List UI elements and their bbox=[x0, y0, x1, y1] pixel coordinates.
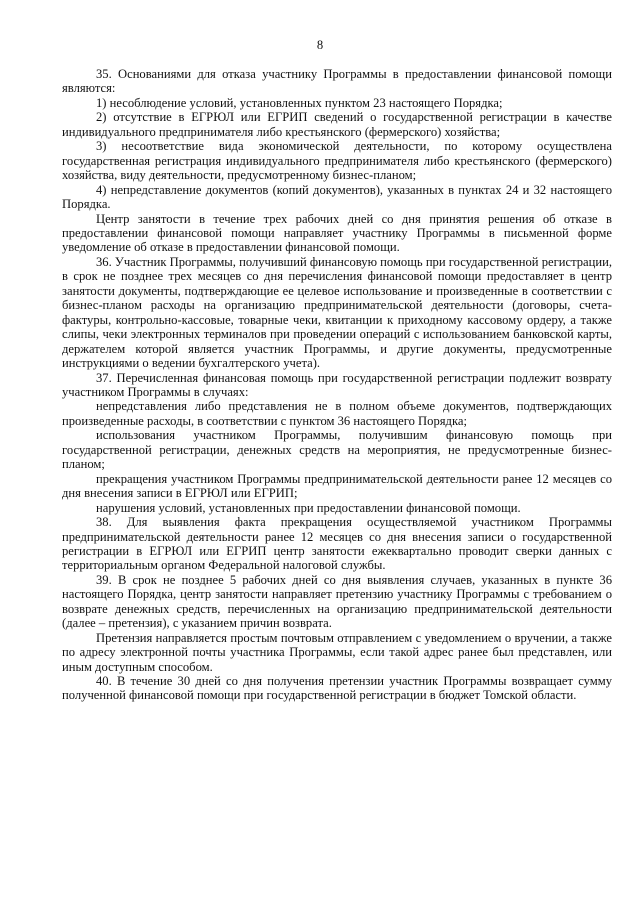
paragraph: использования участником Программы, получившим финансовую помощь при государственной регистрации, денежных средств на мероприятия, не предусмотренные бизнес-планом; bbox=[62, 428, 612, 472]
paragraph: 40. В течение 30 дней со дня получения претензии участник Программы возвращает сумму полученной финансовой помощи при государственной регистрации в бюджет Томской области. bbox=[62, 674, 612, 703]
paragraph: 4) непредставление документов (копий документов), указанных в пунктах 24 и 32 настоящего Порядка. bbox=[62, 182, 612, 212]
paragraph: прекращения участником Программы предпринимательской деятельности ранее 12 месяцев со дня внесения записи в ЕГРЮЛ или ЕГРИП; bbox=[62, 471, 612, 501]
paragraph: 36. Участник Программы, получивший финансовую помощь при государственной регистрации, в срок не позднее трех месяцев со дня перечисления финансовой помощи предоставляет в центр занятости документы, подтверждающие ее целевое использование и произведенные в соответствии с бизнес-планом расходы на организацию предпринимательской деятельности (договоры, счета-фактуры, контрольно-кассовые, товарные чеки, квитанции к приходному кассовому ордеру, а также слипы, чеки электронных терминалов при проведении операций с использованием банковской карты, держателем которой является участник Программы, и другие документы, предусмотренные инструкциями о ведении бухгалтерского учета). bbox=[62, 254, 612, 371]
paragraph: 39. В срок не позднее 5 рабочих дней со дня выявления случаев, указанных в пункте 36 настоящего Порядка, центр занятости направляет претензию участнику Программы с требованием о возврате денежных средств, перечисленных на организацию предпринимательской деятельности (далее – претензия), с указанием причин возврата. bbox=[62, 572, 612, 631]
paragraph: непредставления либо представления не в полном объеме документов, подтверждающих произведенные расходы, в соответствии с пунктом 36 настоящего Порядка; bbox=[62, 399, 612, 428]
paragraph: 38. Для выявления факта прекращения осуществляемой участником Программы предпринимательской деятельности ранее 12 месяцев со дня внесения записи о государственной регистрации в ЕГРЮЛ или ЕГРИП центр занятости ежеквартально проводит сверки данных с территориальным органом Федеральной налоговой службы. bbox=[62, 515, 612, 573]
paragraph: 1) несоблюдение условий, установленных пунктом 23 настоящего Порядка; bbox=[96, 95, 503, 110]
document-body bbox=[62, 67, 612, 703]
page-number: 8 bbox=[316, 38, 324, 52]
paragraph: нарушения условий, установленных при предоставлении финансовой помощи. bbox=[96, 500, 521, 515]
paragraph: Претензия направляется простым почтовым отправлением с уведомлением о вручении, а также по адресу электронной почты участника Программы, если такой адрес ранее был представлен, или иным доступным способом. bbox=[62, 630, 612, 674]
paragraph: 3) несоответствие вида экономической деятельности, по которому осуществлена государственная регистрация индивидуального предпринимателя либо крестьянского (фермерского) хозяйства, виду деятельности, предусмотренному бизнес-планом; bbox=[62, 139, 612, 183]
paragraph: 37. Перечисленная финансовая помощь при государственной регистрации подлежит возврату участником Программы в случаях: bbox=[62, 370, 612, 399]
paragraph: 35. Основаниями для отказа участнику Программы в предоставлении финансовой помощи являются: bbox=[62, 67, 612, 96]
paragraph: 2) отсутствие в ЕГРЮЛ или ЕГРИП сведений о государственной регистрации в качестве индивидуального предпринимателя либо крестьянского (фермерского) хозяйства; bbox=[62, 110, 612, 139]
paragraph: Центр занятости в течение трех рабочих дней со дня принятия решения об отказе в предоставлении финансовой помощи направляет участнику Программы в письменной форме уведомление об отказе в предоставлении финансовой помощи. bbox=[62, 211, 612, 255]
